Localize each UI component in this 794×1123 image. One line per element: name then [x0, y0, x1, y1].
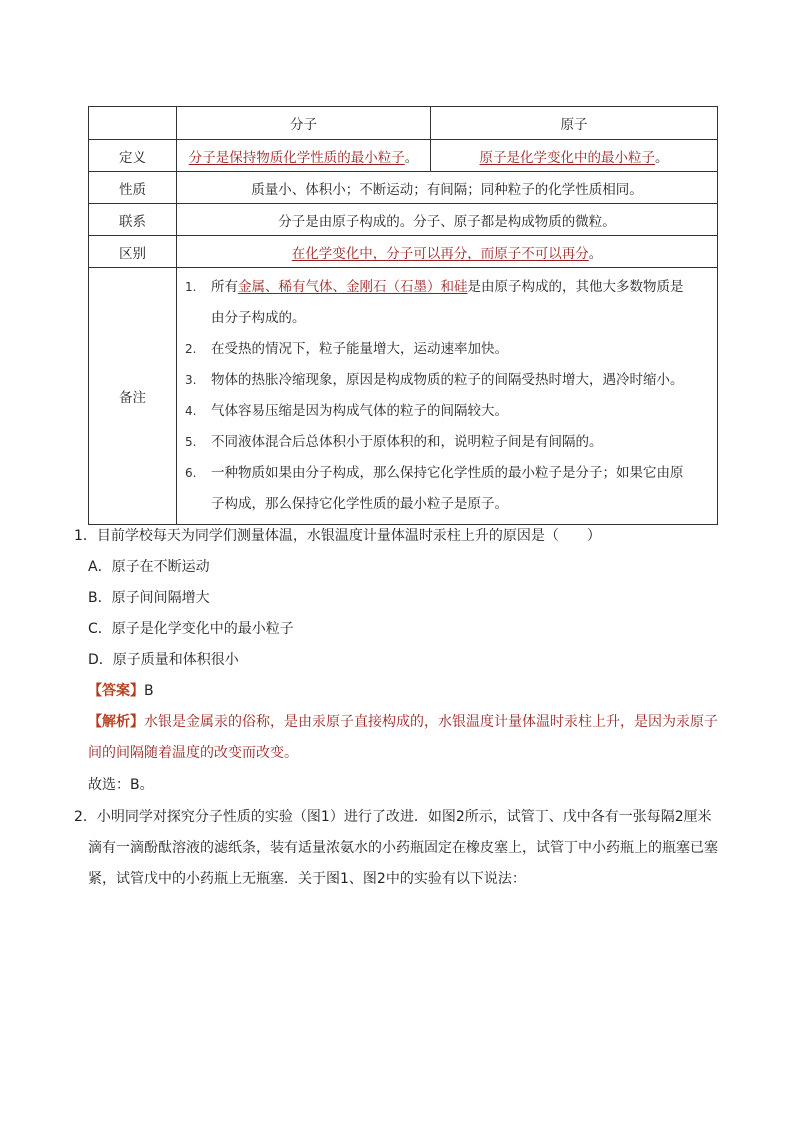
row-relation	[89, 204, 718, 236]
difference-cell	[177, 236, 718, 268]
note-text: 在受热的情况下，粒子能量增大，运动速率加快。	[211, 341, 508, 357]
atom-definition-cell	[431, 140, 718, 172]
analysis-text: 水银是金属汞的俗称，是由汞原子直接构成的，水银温度计量体温时汞柱上升，是因为汞原子间的间隔随着温度的改变而改变。	[88, 714, 718, 761]
note-text: 物体的热胀冷缩现象，原因是构成物质的粒子的间隔受热时增大，遇冷时缩小。	[211, 372, 684, 388]
note-text-prefix: 所有	[211, 279, 238, 295]
atom-definition-text: 原子是化学变化中的最小粒子	[479, 149, 655, 166]
question-1-answer	[88, 676, 154, 707]
notes-cell	[177, 268, 718, 525]
note-text	[211, 458, 705, 520]
question-2-line-3: 紧，试管戊中的小药瓶上无瓶塞．关于图1、图2中的实验有以下说法：	[88, 871, 526, 887]
answer-value: B	[144, 683, 154, 699]
note-number: 1.	[185, 280, 197, 294]
question-2-line-2: 滴有一滴酚酞溶液的滤纸条，装有适量浓氨水的小药瓶固定在橡皮塞上，试管丁中小药瓶上的瓶塞已塞	[88, 840, 718, 856]
row-definition	[89, 140, 718, 172]
difference-period: 。	[588, 245, 603, 262]
analysis-label: 【解析】	[88, 714, 144, 730]
notes-list	[177, 268, 717, 524]
question-1-option-d: D．原子质量和体积很小	[88, 652, 239, 668]
question-1-option-c: C．原子是化学变化中的最小粒子	[88, 621, 294, 637]
header-molecule: 分子	[177, 107, 431, 140]
row-difference	[89, 236, 718, 268]
note-text-continuation: 子构成，那么保持它化学性质的最小粒子是原子。	[211, 496, 508, 512]
note-number: 6.	[185, 466, 197, 480]
molecule-atom-comparison-table	[88, 106, 718, 525]
row-label-relation: 联系	[89, 204, 177, 236]
row-label-definition: 定义	[89, 140, 177, 172]
note-item	[185, 334, 705, 365]
note-item	[185, 458, 705, 520]
molecule-definition-cell	[177, 140, 431, 172]
note-text-continuation: 由分子构成的。	[211, 310, 306, 326]
question-2-line-1: 2．小明同学对探究分子性质的实验（图1）进行了改进．如图2所示，试管丁、戊中各有一张每隔2厘米	[74, 809, 712, 825]
relation-text: 分子是由原子构成的。分子、原子都是构成物质的微粒。	[177, 204, 718, 236]
molecule-definition-period: 。	[404, 149, 419, 166]
difference-text: 在化学变化中，分子可以再分，而原子不可以再分	[291, 245, 589, 262]
question-1-stem: 1．目前学校每天为同学们测量体温，水银温度计量体温时汞柱上升的原因是（ ）	[74, 528, 601, 544]
note-text-highlight: 金属、稀有气体、金刚石（石墨）和硅	[238, 279, 468, 295]
row-label-difference: 区别	[89, 236, 177, 268]
question-1-analysis	[88, 707, 724, 769]
note-number: 2.	[185, 342, 197, 356]
note-item	[185, 272, 705, 334]
note-item	[185, 365, 705, 396]
row-property	[89, 172, 718, 204]
note-number: 4.	[185, 404, 197, 418]
row-notes	[89, 268, 718, 525]
note-text	[211, 272, 705, 334]
question-2-stem	[74, 802, 724, 895]
atom-definition-period: 。	[655, 149, 669, 166]
question-1-conclusion: 故选：B。	[88, 777, 154, 793]
note-text: 气体容易压缩是因为构成气体的粒子的间隔较大。	[211, 403, 508, 419]
note-item	[185, 427, 705, 458]
note-number: 5.	[185, 435, 197, 449]
answer-label: 【答案】	[88, 683, 144, 699]
note-text-suffix: 是由原子构成的，其他大多数物质是	[467, 279, 684, 295]
table-header-row	[89, 107, 718, 140]
header-atom: 原子	[431, 107, 718, 140]
row-label-property: 性质	[89, 172, 177, 204]
question-1-option-a: A．原子在不断运动	[88, 559, 210, 575]
note-text: 不同液体混合后总体积小于原体积的和，说明粒子间是有间隔的。	[211, 434, 603, 450]
header-empty-cell	[89, 107, 177, 140]
note-item	[185, 396, 705, 427]
property-text: 质量小、体积小；不断运动；有间隔；同种粒子的化学性质相同。	[177, 172, 718, 204]
molecule-definition-text: 分子是保持物质化学性质的最小粒子	[188, 149, 405, 166]
note-text-line1: 一种物质如果由分子构成，那么保持它化学性质的最小粒子是分子；如果它由原	[211, 465, 684, 481]
row-label-notes: 备注	[89, 268, 177, 525]
note-number: 3.	[185, 373, 197, 387]
question-1-option-b: B．原子间间隔增大	[88, 590, 210, 606]
